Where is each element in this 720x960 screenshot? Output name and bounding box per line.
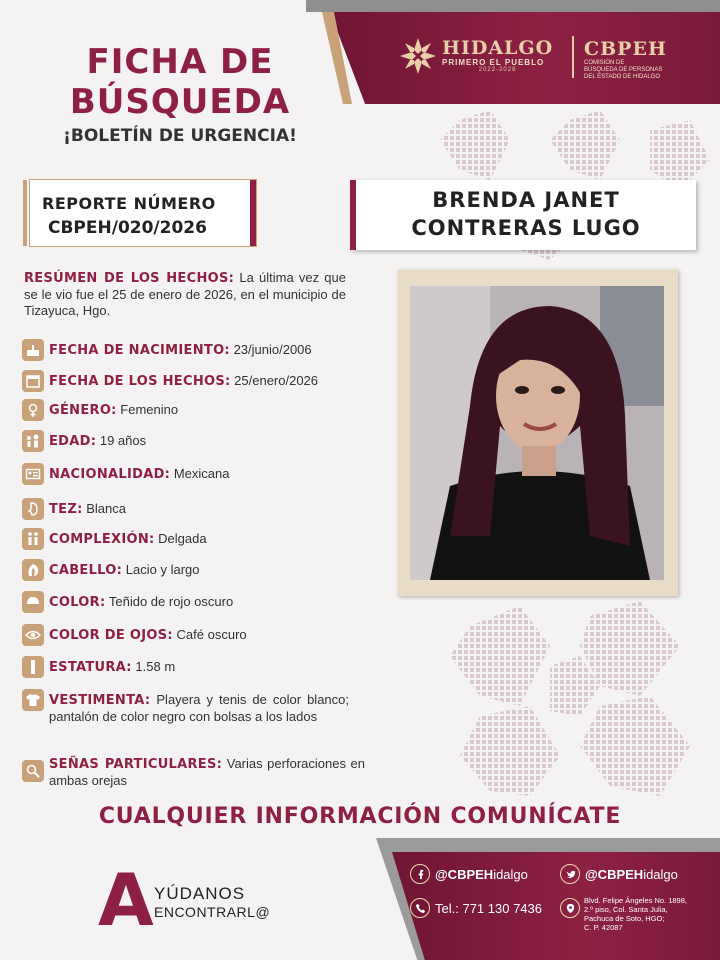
twitter-handle-rest: idalgo xyxy=(643,866,678,882)
birth-date-value: 23/junio/2006 xyxy=(233,342,312,357)
banner-divider xyxy=(572,36,574,78)
body-icon xyxy=(22,528,44,550)
face-icon xyxy=(22,498,44,520)
hidalgo-star-icon xyxy=(398,36,438,76)
report-title: REPORTE NÚMERO xyxy=(42,194,216,213)
detail-marks xyxy=(22,756,365,789)
hair-color-label: COLOR: xyxy=(49,595,106,610)
report-box xyxy=(30,180,256,246)
location-marker xyxy=(560,898,585,918)
hidalgo-years: 2022-2028 xyxy=(478,67,517,73)
detail-birth-date xyxy=(22,342,379,361)
person-name-line-2: CONTRERAS LUGO xyxy=(411,216,641,240)
ayudanos-letter: A xyxy=(98,858,154,942)
ruler-icon xyxy=(22,656,44,678)
address-line-4: C. P. 42087 xyxy=(584,923,623,932)
hair-color-value: Teñido de rojo oscuro xyxy=(108,594,234,609)
height-label: ESTATURA: xyxy=(49,660,132,675)
hair-value: Lacio y largo xyxy=(125,562,200,577)
phone-link[interactable] xyxy=(410,898,542,918)
phone-number: 771 130 7436 xyxy=(462,900,542,916)
title-block xyxy=(40,42,320,146)
marks-label: SEÑAS PARTICULARES: xyxy=(49,757,223,772)
clothing-value: Playera y tenis de color blanco; pantalón de color negro con bolsas a los lados xyxy=(49,692,349,724)
marks-value: Varias perforaciones en ambas orejas xyxy=(49,756,365,788)
clothing-label: VESTIMENTA: xyxy=(49,693,151,708)
person-photo-illustration xyxy=(410,286,664,580)
address-line-3: Pachuca de Soto, HGO; xyxy=(584,914,665,923)
address xyxy=(584,896,714,932)
gender-icon xyxy=(22,399,44,421)
detail-age xyxy=(22,433,379,452)
summary-text: La última vez que se le vio fue el 25 de enero de 2026, en el municipio de Tizayuca, Hgo. xyxy=(24,270,346,318)
cbpeh-name: CBPEH xyxy=(584,38,667,60)
gender-label: GÉNERO: xyxy=(49,403,117,418)
twitter-link[interactable] xyxy=(560,864,678,884)
birth-date-label: FECHA DE NACIMIENTO: xyxy=(49,343,230,358)
photo-frame xyxy=(398,270,678,596)
age-value: 19 años xyxy=(99,433,147,448)
detail-hair xyxy=(22,562,379,581)
eye-icon xyxy=(22,624,44,646)
id-card-icon xyxy=(22,463,44,485)
ayudanos-logo xyxy=(98,858,298,942)
hair-icon xyxy=(22,559,44,581)
skin-value: Blanca xyxy=(86,501,126,516)
height-value: 1.58 m xyxy=(135,659,176,674)
gender-value: Femenino xyxy=(120,402,179,417)
detail-eye-color xyxy=(22,627,379,646)
eye-color-label: COLOR DE OJOS: xyxy=(49,628,173,643)
skin-label: TEZ: xyxy=(49,502,83,517)
title-line-2: BÚSQUEDA xyxy=(69,82,291,122)
detail-height xyxy=(22,659,379,678)
eye-color-value: Café oscuro xyxy=(176,627,247,642)
title-line-1: FICHA DE xyxy=(86,42,274,82)
hidalgo-brand xyxy=(442,38,553,73)
ayudanos-top: YÚDANOS xyxy=(154,884,246,903)
twitter-icon xyxy=(560,864,580,884)
detail-build xyxy=(22,531,379,550)
twitter-handle-bold: @CBPEH xyxy=(585,866,644,882)
hidalgo-motto: PRIMERO EL PUEBLO xyxy=(442,58,545,67)
build-value: Delgada xyxy=(158,531,207,546)
facebook-link[interactable] xyxy=(410,864,528,884)
detail-event-date xyxy=(22,373,379,392)
event-date-value: 25/enero/2026 xyxy=(234,373,319,388)
person-photo xyxy=(410,286,664,580)
detail-gender xyxy=(22,402,379,421)
cake-icon xyxy=(22,339,44,361)
address-line-1: Blvd. Felipe Ángeles No. 1898, xyxy=(584,896,687,905)
summary-label: RESÚMEN DE LOS HECHOS: xyxy=(24,271,235,286)
facebook-handle-rest: idalgo xyxy=(493,866,528,882)
detail-skin xyxy=(22,501,379,520)
event-date-label: FECHA DE LOS HECHOS: xyxy=(49,374,231,389)
subtitle: ¡BOLETÍN DE URGENCIA! xyxy=(63,126,297,146)
call-to-action: CUALQUIER INFORMACIÓN COMUNÍCATE xyxy=(98,804,622,829)
person-name-line-1: BRENDA JANET xyxy=(432,188,620,212)
cbpeh-brand xyxy=(584,38,694,81)
hair-color-icon xyxy=(22,591,44,613)
nationality-value: Mexicana xyxy=(173,466,230,481)
age-label: EDAD: xyxy=(49,434,97,449)
nationality-label: NACIONALIDAD: xyxy=(49,467,171,482)
facebook-icon xyxy=(410,864,430,884)
facebook-handle-bold: @CBPEH xyxy=(435,866,494,882)
hidalgo-name: HIDALGO xyxy=(442,37,554,59)
report-number: CBPEH/020/2026 xyxy=(48,218,207,238)
phone-label: Tel.: xyxy=(435,900,459,916)
calendar-icon xyxy=(22,370,44,392)
location-pin-icon xyxy=(560,898,580,918)
cbpeh-desc-3: DEL ESTADO DE HIDALGO xyxy=(584,74,661,80)
ayudanos-bottom: ENCONTRARL@ xyxy=(154,904,271,920)
age-icon xyxy=(22,430,44,452)
detail-hair-color xyxy=(22,594,379,613)
cbpeh-desc-2: BÚSQUEDA DE PERSONAS xyxy=(584,67,663,73)
textile-pattern-bottom xyxy=(440,596,720,806)
phone-icon xyxy=(410,898,430,918)
detail-nationality xyxy=(22,466,379,485)
address-line-2: 2.º piso, Col. Santa Julia, xyxy=(584,905,668,914)
cbpeh-desc-1: COMISIÓN DE xyxy=(584,60,625,66)
banner-gray-stripe xyxy=(306,0,720,12)
build-label: COMPLEXIÓN: xyxy=(49,532,155,547)
detail-clothing xyxy=(22,692,349,725)
person-name-box xyxy=(350,180,696,250)
hair-label: CABELLO: xyxy=(49,563,123,578)
summary xyxy=(24,270,346,319)
magnifier-icon xyxy=(22,760,44,782)
shirt-icon xyxy=(22,689,44,711)
